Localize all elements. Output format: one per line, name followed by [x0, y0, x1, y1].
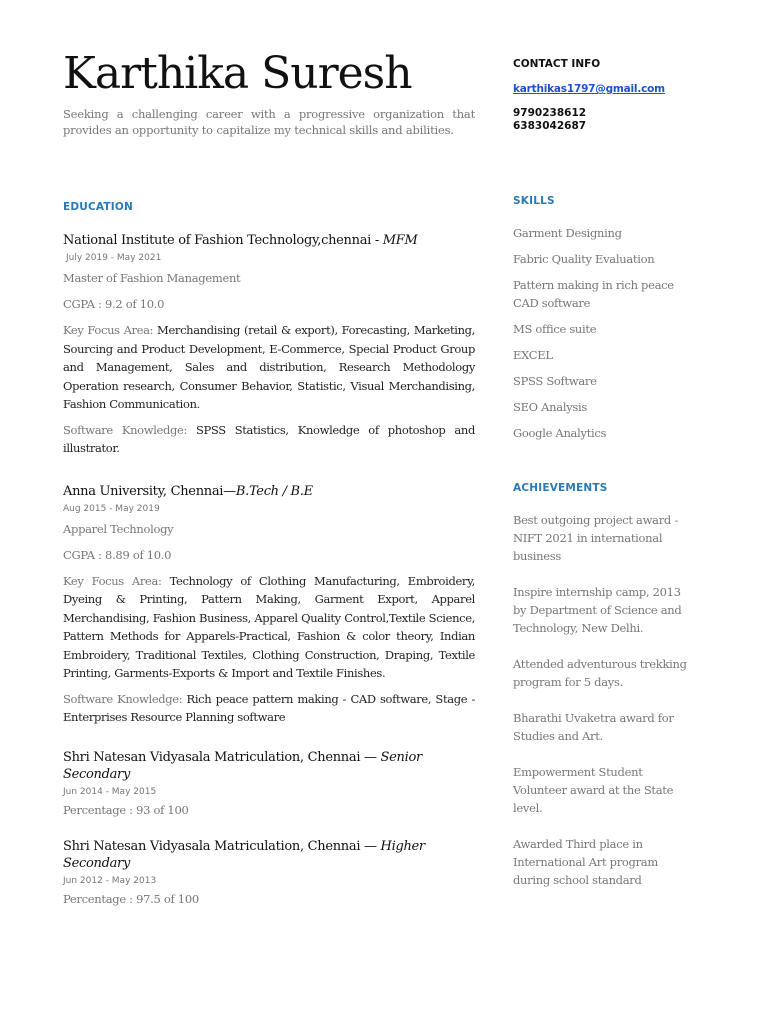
- software-text: Rich peace pattern making - CAD software, Stage - Enterprises Resource Planning software: [63, 691, 475, 724]
- institution-name: Shri Natesan Vidyasala Matriculation, Chennai —: [63, 749, 381, 765]
- objective-text: Seeking a challenging career with a progressive organization that provides an opportunity to capitalize my technical skills and abilities.: [63, 107, 475, 137]
- score: CGPA : 8.89 of 10.0: [63, 547, 172, 562]
- main-column: [63, 44, 475, 907]
- achievement-item: Inspire internship camp, 2013 by Department of Science and Technology, New Delhi.: [513, 585, 682, 635]
- education-dates: Jun 2012 - May 2013: [63, 875, 157, 886]
- skill-item: Pattern making in rich peace CAD software: [513, 278, 674, 310]
- degree-name: MFM: [382, 233, 418, 248]
- focus-area: [63, 321, 475, 414]
- skill-item: Google Analytics: [513, 426, 607, 440]
- skill-item: Garment Designing: [513, 226, 622, 240]
- education-dates: July 2019 - May 2021: [66, 253, 162, 263]
- score: Percentage : 97.5 of 100: [63, 891, 199, 906]
- skill-item: SPSS Software: [513, 374, 597, 388]
- focus-area-text: Technology of Clothing Manufacturing, Embroidery, Dyeing & Printing, Pattern Making, Garment Export, Apparel Merchandising, Fashion Business, Apparel Quality Control,Textile Science, Pattern Methods for Apparels-Practical, Fashion & color theory, Indian Embroidery, Traditional Textiles, Clothing Construction, Draping, Textile Printing, Garments-Exports & Import and Textile Finishes.: [63, 573, 475, 680]
- education-title: [63, 483, 475, 500]
- skills-list: [513, 224, 693, 442]
- education-entry: [63, 232, 475, 458]
- software-knowledge: [63, 690, 475, 727]
- program-name: Master of Fashion Management: [63, 271, 241, 285]
- skill-item: SEO Analysis: [513, 400, 587, 414]
- achievements-heading: ACHIEVEMENTS: [513, 482, 608, 494]
- education-entry: [63, 483, 475, 727]
- focus-area-label: Key Focus Area:: [63, 573, 162, 588]
- institution-name: Anna University, Chennai—: [63, 483, 236, 499]
- phone-number: 6383042687: [513, 120, 587, 132]
- education-title: [63, 232, 475, 249]
- email-link[interactable]: karthikas1797@gmail.com: [513, 83, 665, 95]
- achievement-item: Best outgoing project award - NIFT 2021 in international business: [513, 513, 678, 563]
- contact-heading: CONTACT INFO: [513, 58, 601, 70]
- focus-area: [63, 572, 475, 683]
- achievement-item: Awarded Third place in International Art program during school standard: [513, 837, 658, 887]
- candidate-name: Karthika Suresh: [63, 48, 412, 99]
- skills-heading: SKILLS: [513, 195, 555, 207]
- degree-name: Senior Secondary: [63, 749, 422, 782]
- software-label: Software Knowledge:: [63, 422, 188, 437]
- education-entry: [63, 838, 475, 907]
- program-name: Apparel Technology: [63, 521, 174, 536]
- achievement-item: Empowerment Student Volunteer award at the State level.: [513, 765, 674, 815]
- side-column: [513, 58, 693, 907]
- education-entry: [63, 749, 475, 818]
- phone-list: [513, 107, 693, 133]
- software-text: SPSS Statistics, Knowledge of photoshop and illustrator.: [63, 422, 475, 455]
- skill-item: Fabric Quality Evaluation: [513, 252, 655, 266]
- education-title: [63, 749, 475, 783]
- degree-name: Higher Secondary: [63, 838, 425, 871]
- degree-name: B.Tech / B.E: [235, 483, 313, 499]
- software-knowledge: [63, 421, 475, 458]
- focus-area-label: Key Focus Area:: [63, 323, 154, 337]
- phone-number: 9790238612: [513, 107, 587, 119]
- education-title: [63, 838, 475, 872]
- software-label: Software Knowledge:: [63, 691, 183, 706]
- skill-item: EXCEL: [513, 348, 553, 362]
- achievement-item: Attended adventurous trekking program for 5 days.: [513, 657, 687, 689]
- institution-name: Shri Natesan Vidyasala Matriculation, Chennai —: [63, 838, 381, 854]
- education-heading: EDUCATION: [63, 201, 134, 213]
- skill-item: MS office suite: [513, 322, 597, 336]
- score: Percentage : 93 of 100: [63, 802, 189, 817]
- education-dates: Aug 2015 - May 2019: [63, 503, 160, 514]
- education-dates: Jun 2014 - May 2015: [63, 786, 157, 797]
- achievement-item: Bharathi Uvaketra award for Studies and Art.: [513, 711, 674, 743]
- score: CGPA : 9.2 of 10.0: [63, 297, 165, 311]
- achievements-list: [513, 511, 693, 889]
- focus-area-text: Merchandising (retail & export), Forecasting, Marketing, Sourcing and Product Development, E-Commerce, Special Product Group and Management, Sales and distribution, Research Methodology Operation research, Consumer Behavior, Statistic, Visual Merchandising, Fashion Communication.: [63, 323, 475, 411]
- institution-name: National Institute of Fashion Technology,chennai -: [63, 233, 383, 248]
